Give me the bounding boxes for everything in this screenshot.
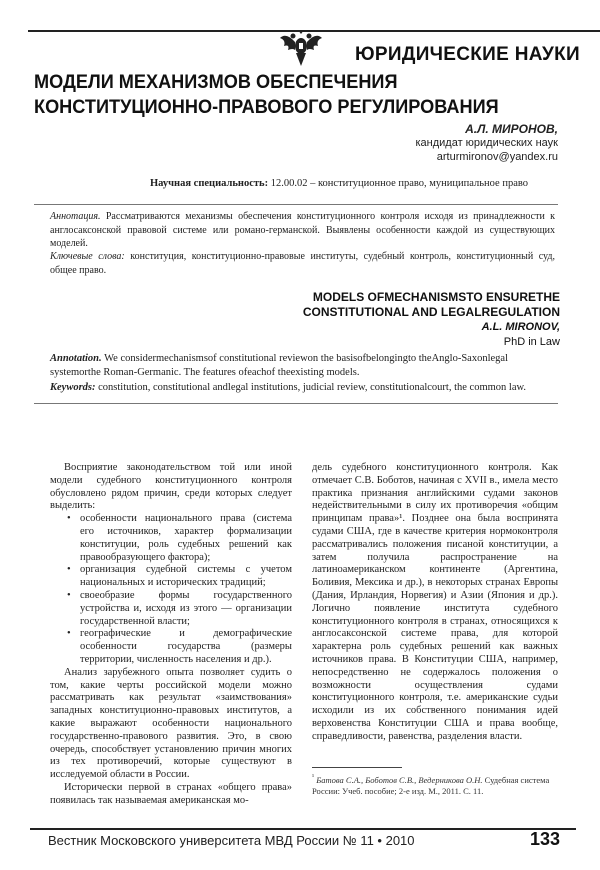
body-right-column bbox=[312, 462, 558, 744]
english-title-line-2: CONSTITUTIONAL AND LEGALREGULATION bbox=[302, 305, 560, 319]
keywords-ru-text: конституция, конституционно-правовые институты, судебный контроль, конституционный суд, общее право. bbox=[50, 251, 555, 276]
footnote-mark: ¹ bbox=[312, 773, 315, 781]
scientific-specialty bbox=[150, 178, 528, 189]
specialty-label: Научная специальность: bbox=[150, 178, 269, 189]
journal-header bbox=[0, 20, 600, 64]
abstract-en bbox=[50, 352, 560, 379]
author-email[interactable]: arturmironov@yandex.ru bbox=[436, 151, 558, 163]
author-name: А.Л. МИРОНОВ, bbox=[465, 122, 558, 136]
author-block bbox=[415, 122, 558, 164]
footer-rule bbox=[30, 828, 576, 830]
abstract-ru-text: Рассматриваются механизмы обеспечения конституционного контроля исходя из принадлежности к англосаксонской правовой системе или романо-германской. Выявлены особенности каждой из существующих моделей. bbox=[50, 211, 556, 249]
journal-footer: Вестник Московского университета МВД России № 11 • 2010 bbox=[48, 833, 415, 848]
keywords-en bbox=[50, 381, 560, 395]
list-item: • особенности национального права (система его источников, характер формализации конституции, роль судебных решений как правообразующего фактора); bbox=[80, 513, 292, 564]
abstract-en-text: We considermechanismsof constitutional reviewon the basisofbelongingto theAnglo-Saxonlegal systemorthe Roman-Germanic. The features ofeachof theexisting models. bbox=[50, 353, 508, 378]
abstract-ru bbox=[50, 210, 555, 251]
body-left-column bbox=[50, 462, 292, 808]
keywords-en-label: Keywords: bbox=[50, 382, 96, 393]
abstract-top-rule bbox=[34, 204, 558, 205]
author-degree: кандидат юридических наук bbox=[415, 137, 558, 149]
double-headed-eagle-icon bbox=[278, 28, 324, 70]
english-author-name: A.L. MIRONOV, bbox=[481, 321, 560, 333]
title-line-1: МОДЕЛИ МЕХАНИЗМОВ ОБЕСПЕЧЕНИЯ bbox=[34, 71, 398, 93]
abstract-en-label: Annotation. bbox=[50, 353, 102, 364]
body-paragraph: Восприятие законодательством той или иной модели судебного конституционного контроля обусловлено рядом причин, среди которых следует выделить: bbox=[50, 462, 292, 512]
body-paragraph: Исторически первой в странах «общего права» появилась так называемая американская мо- bbox=[50, 781, 292, 806]
english-title-line-1: MODELS OFMECHANISMSTO ENSURETHE bbox=[312, 290, 560, 304]
keywords-ru bbox=[50, 250, 555, 277]
keywords-en-text: constitution, constitutional andlegal institutions, judicial review, constitutionalcourt, the common law. bbox=[98, 382, 527, 393]
list-item: • географические и демографические особенности государства (размеры территории, численность населения и др.). bbox=[80, 628, 292, 666]
title-line-2: КОНСТИТУЦИОННО-ПРАВОВОГО РЕГУЛИРОВАНИЯ bbox=[34, 96, 499, 118]
specialty-value: 12.00.02 – конституционное право, муниципальное право bbox=[270, 178, 528, 189]
reasons-list bbox=[80, 513, 292, 667]
english-author-degree: PhD in Law bbox=[503, 336, 560, 348]
footnote bbox=[312, 772, 560, 797]
body-paragraph: Анализ зарубежного опыта позволяет судить о том, какие черты российской модели можно рассматривать как результат «заимствования» западных конституционно-правовых институтов, а какие выражают особенности национального государственно-правового развития. Это, в свою очередь, способствует установлению причин многих из тех противоречий, которые существуют в исследуемой области в России. bbox=[50, 666, 292, 781]
abstract-bottom-rule bbox=[34, 403, 558, 404]
article-title bbox=[34, 70, 536, 120]
footnote-rule bbox=[312, 767, 402, 768]
page-number: 133 bbox=[529, 829, 560, 849]
footnote-text: Судебная система России: Учеб. пособие; 2-е изд. М., 2011. С. 11. bbox=[312, 774, 550, 796]
footnote-authors: Батова С.А., Боботов С.В., Ведерникова О.Н. bbox=[316, 774, 483, 785]
list-item: • организация судебной системы с учетом национальных и исторических традиций; bbox=[80, 564, 292, 590]
body-paragraph: дель судебного конституционного контроля. Как отмечает С.В. Боботов, начиная с XVII в., имела место практика признания английскими судами законов недействительными в силу их противоречия «общим принципам права»¹. Позднее она была воспринята судами США, где в качестве критерия нормоконтроля рассматривались положения писаной конституции, а затем получила распространение на латиноамериканском континенте (Аргентина, Боливия, Мексика и др.), в некоторых странах Европы (Дания, Ирландия, Норвегия) и Азии (Япония и др.). Логично появление института судебного конституционного контроля в странах, относящихся к англосаксонской системе права, для которой характерна роль судебных решений как важных источников права. В Конституции США, например, непосредственно не содержалось положения о возможности осуществления судами конституционного контроля, т.е. американские судьи исходили из их собственного понимания идей верховенства Конституции США и права вообще, справедливости, равенства, разделения власти. bbox=[312, 462, 558, 742]
list-item: • своеобразие формы государственного устройства и, исходя из этого — организации государственной власти; bbox=[80, 590, 292, 628]
section-title: ЮРИДИЧЕСКИЕ НАУКИ bbox=[345, 38, 590, 72]
keywords-ru-label: Ключевые слова: bbox=[50, 251, 125, 262]
english-title-block bbox=[303, 290, 560, 350]
abstract-ru-label: Аннотация. bbox=[50, 211, 101, 222]
